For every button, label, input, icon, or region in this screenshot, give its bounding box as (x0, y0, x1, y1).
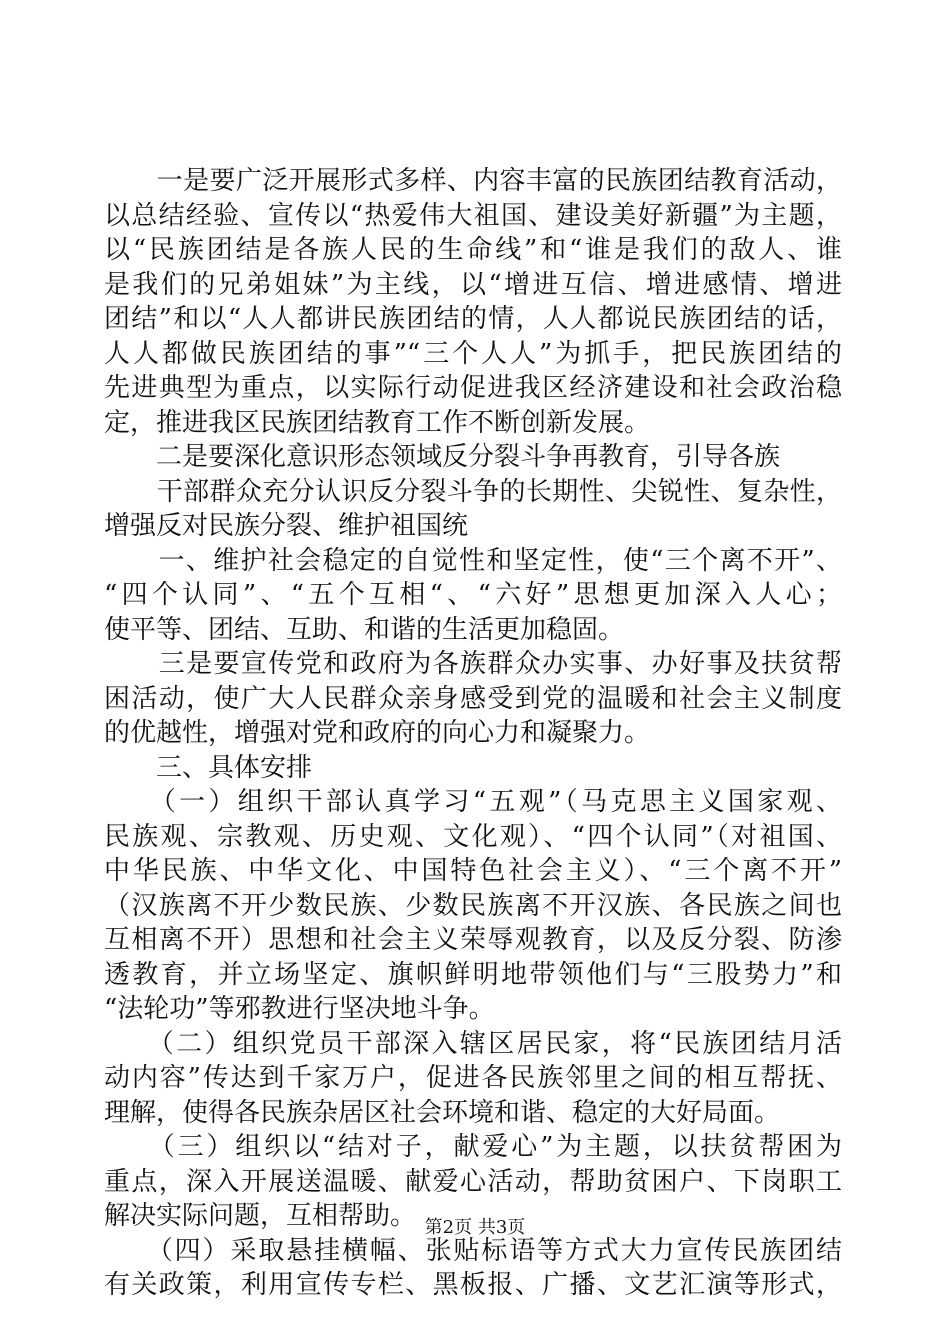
text-line: 使平等、团结、互助、和谐的生活更加稳固。 (104, 614, 625, 645)
text-line: 人人都做民族团结的事”“三个人人”为抓手，把民族团结的 (104, 338, 842, 369)
text-line: 理解，使得各民族杂居区社会环境和谐、稳定的大好局面。 (104, 1097, 781, 1128)
text-line: 二是要深化意识形态领域反分裂斗争再教育，引导各族 (104, 442, 781, 472)
text-line: “法轮功”等邪教进行坚决地斗争。 (104, 994, 495, 1024)
text-line: （一）组织干部认真学习“五观”（马克思主义国家观、 (104, 787, 842, 817)
text-line: 透教育，并立场坚定、旗帜鲜明地带领他们与“三股势力”和 (104, 959, 842, 990)
text-line: 民族观、宗教观、历史观、文化观）、“四个认同”（对祖国、 (104, 821, 842, 852)
text-line: 有关政策，利用宣传专栏、黑板报、广播、文艺汇演等形式， (104, 1270, 842, 1300)
text-line: 的优越性，增强对党和政府的向心力和凝聚力。 (104, 718, 651, 748)
text-line: （汉族离不开少数民族、少数民族离不开汉族、各民族之间也 (104, 890, 842, 921)
text-line: 三、具体安排 (104, 752, 313, 783)
text-line: 三是要宣传党和政府为各族群众办实事、办好事及扶贫帮 (104, 649, 842, 679)
text-line: 团结”和以“人人都讲民族团结的情，人人都说民族团结的话， (104, 304, 842, 334)
text-line: 困活动，使广大人民群众亲身感受到党的温暖和社会主义制度 (104, 683, 842, 714)
text-line: 先进典型为重点，以实际行动促进我区经济建设和社会政治稳 (104, 373, 842, 403)
text-line: 互相离不开）思想和社会主义荣辱观教育，以及反分裂、防渗 (104, 925, 842, 955)
document-body (104, 164, 842, 1303)
text-line: “四个认同”、“五个互相“、“六好”思想更加深入人心； (104, 580, 842, 610)
text-line: 一、维护社会稳定的自觉性和坚定性，使“三个离不开”、 (104, 545, 842, 576)
text-line: 动内容”传达到千家万户，促进各民族邻里之间的相互帮抚、 (104, 1063, 842, 1093)
text-line: 解决实际问题，互相帮助。 (104, 1201, 417, 1231)
text-line: （四）采取悬挂横幅、张贴标语等方式大力宣传民族团结 (104, 1235, 842, 1266)
text-line: 定，推进我区民族团结教育工作不断创新发展。 (104, 407, 651, 438)
text-line: 一是要广泛开展形式多样、内容丰富的民族团结教育活动， (104, 166, 842, 196)
text-line: （二）组织党员干部深入辖区居民家，将“民族团结月活 (104, 1028, 842, 1059)
text-line: 重点，深入开展送温暖、献爱心活动，帮助贫困户、下岗职工 (104, 1166, 842, 1197)
text-line: （三）组织以“结对子，献爱心”为主题，以扶贫帮困为 (104, 1132, 842, 1162)
page-footer: 第2页 共3页 (424, 1217, 526, 1238)
text-line: 以总结经验、宣传以“热爱伟大祖国、建设美好新疆”为主题， (104, 200, 842, 231)
text-line: 干部群众充分认识反分裂斗争的长期性、尖锐性、复杂性， (104, 476, 842, 507)
text-line: 是我们的兄弟姐妹”为主线，以“增进互信、增进感情、增进 (104, 269, 842, 300)
text-line: 中华民族、中华文化、中国特色社会主义）、“三个离不开” (104, 856, 842, 886)
text-line: 以“民族团结是各族人民的生命线”和“谁是我们的敌人、谁 (104, 235, 842, 265)
text-line: 增强反对民族分裂、维护祖国统 (104, 511, 469, 541)
